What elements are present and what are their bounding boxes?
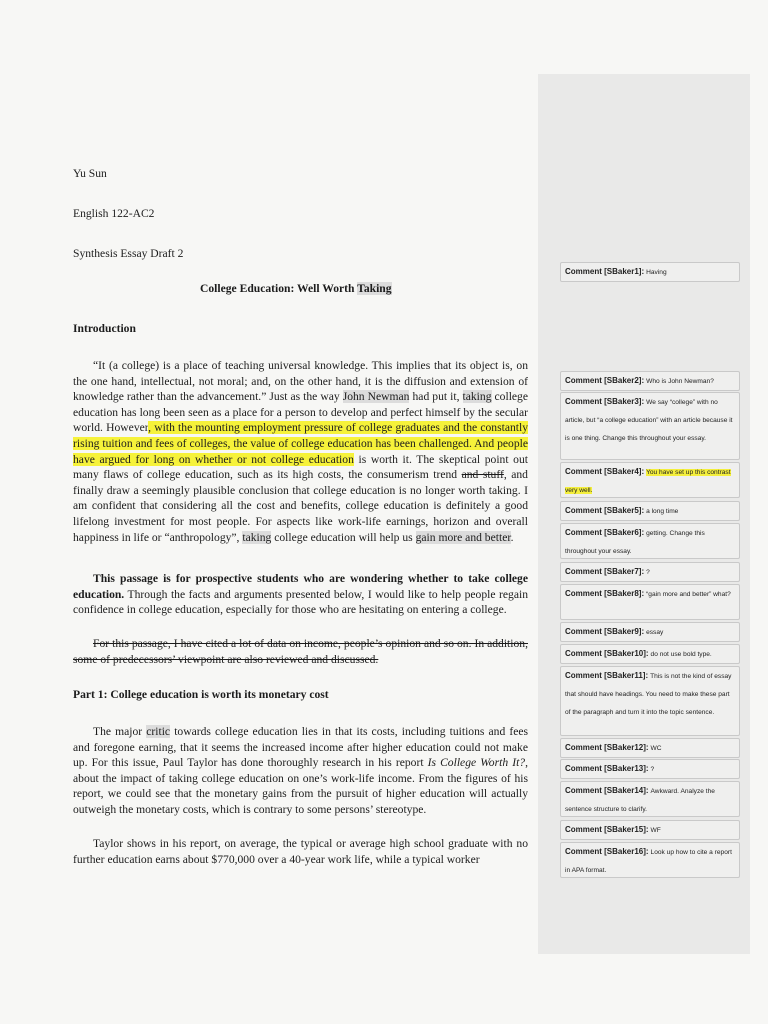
comment-12-text: WC xyxy=(650,745,662,752)
p1-taking-2: taking xyxy=(242,530,272,544)
p1-text-g: . xyxy=(510,530,514,544)
comment-8-author: Comment [SBaker8]: xyxy=(565,589,645,598)
comment-11-author: Comment [SBaker11]: xyxy=(565,671,649,680)
p1-taking-1: taking xyxy=(462,390,492,404)
p1-strike: and stuff xyxy=(461,468,504,482)
comment-13-text: ? xyxy=(650,766,655,773)
course-name: English 122-AC2 xyxy=(73,207,155,220)
cost-paragraph xyxy=(73,724,528,818)
comment-8[interactable] xyxy=(560,584,740,620)
p4-text-b: towards college education lies in that its costs, including tuitions and fees and foregone earning, that it seems the increased income after higher education could not make up. For this issue, Paul Taylor has done thoroughly research in his report xyxy=(73,725,528,770)
comment-6[interactable] xyxy=(560,523,740,559)
comment-6-author: Comment [SBaker6]: xyxy=(565,528,645,537)
p1-newman: John Newman xyxy=(342,390,410,404)
comment-9-text: essay xyxy=(646,629,664,636)
comment-10-author: Comment [SBaker10]: xyxy=(565,649,649,658)
p4-italic-title: Is College Worth It? xyxy=(427,756,526,770)
comment-5-text: a long time xyxy=(646,508,679,515)
comment-8-text: “gain more and better” what? xyxy=(646,591,731,598)
comment-7-text: ? xyxy=(646,569,650,576)
comment-4[interactable] xyxy=(560,462,740,498)
comment-9-author: Comment [SBaker9]: xyxy=(565,627,645,636)
p2-bold: This passage is for prospective students who are wondering whether to take college education. xyxy=(73,572,528,601)
p1-text-d: is worth it. The skeptical point out many flaws of college education, such as its high costs, the consumerism trend xyxy=(73,452,528,482)
comment-10-text: do not use bold type. xyxy=(650,651,712,658)
comment-3-author: Comment [SBaker3]: xyxy=(565,397,645,406)
comment-14-author: Comment [SBaker14]: xyxy=(565,786,649,795)
p2-rest: Through the facts and arguments presented below, I would like to help people regain confidence in college education, especially for those who are hesitating on entering a college. xyxy=(73,587,528,617)
comment-16[interactable] xyxy=(560,842,740,878)
p4-critic: critic xyxy=(146,725,171,738)
comment-11[interactable] xyxy=(560,666,740,736)
comment-9[interactable] xyxy=(560,622,740,642)
comment-1-author: Comment [SBaker1]: xyxy=(565,267,645,276)
purpose-paragraph xyxy=(73,571,528,618)
comment-15-author: Comment [SBaker15]: xyxy=(565,825,649,834)
comment-12[interactable] xyxy=(560,738,740,758)
comment-11-text: This is not the kind of essay that should have headings. You need to make these part of the paragraph and turn it into the topic sentence. xyxy=(565,673,732,716)
comment-6-text: getting. Change this throughout your essay. xyxy=(565,530,705,555)
comment-7-author: Comment [SBaker7]: xyxy=(565,567,645,576)
comment-4-text: You have set up this contrast very well. xyxy=(565,469,731,494)
part1-heading: Part 1: College education is worth its monetary cost xyxy=(73,688,329,701)
p4-text-a: The major xyxy=(93,725,147,738)
author-name: Yu Sun xyxy=(73,167,107,180)
comment-12-author: Comment [SBaker12]: xyxy=(565,743,649,752)
p1-text-f: college education will help us xyxy=(271,530,416,544)
comment-13[interactable] xyxy=(560,759,740,779)
essay-title-main: College Education: Well Worth xyxy=(200,282,358,295)
comment-14-text: Awkward. Analyze the sentence structure to clarify. xyxy=(565,788,715,813)
intro-heading: Introduction xyxy=(73,322,136,335)
comment-15[interactable] xyxy=(560,820,740,840)
taylor-paragraph: Taylor shows in his report, on average, the typical or average high school graduate with no further education earns about $770,000 over a 40-year work life, while a typical worker xyxy=(73,837,528,866)
comment-14[interactable] xyxy=(560,781,740,817)
comment-3[interactable] xyxy=(560,392,740,460)
comment-1[interactable] xyxy=(560,262,740,282)
comment-13-author: Comment [SBaker13]: xyxy=(565,764,649,773)
p1-text-b: had put it, xyxy=(409,390,463,404)
comment-5[interactable] xyxy=(560,501,740,521)
comment-3-text: We say “college” with no article, but “a college education” with an article because it is one thing. Change this throughout your essay. xyxy=(565,399,733,442)
essay-title xyxy=(200,282,392,296)
comment-15-text: WF xyxy=(650,827,661,834)
comment-2-text: Who is John Newman? xyxy=(646,378,714,385)
comment-5-author: Comment [SBaker5]: xyxy=(565,506,645,515)
comment-16-text: Look up how to cite a report in APA format. xyxy=(565,849,732,874)
comment-2-author: Comment [SBaker2]: xyxy=(565,376,645,385)
p1-text-e: , and finally draw a seemingly plausible conclusion that college education is no longer worth taking. I am confident that considering all the cost and benefits, college education is definitely a good lifelong investment for most people. For aspects like work-life earnings, horizon and overall happiness in life or “anthropology”, xyxy=(73,468,528,544)
struck-paragraph: For this passage, I have cited a lot of data on income, people’s opinion and so on. In addition, some of predecessors’ viewpoint are also reviewed and discussed. xyxy=(73,637,528,666)
comment-4-author: Comment [SBaker4]: xyxy=(565,467,645,476)
assignment-title: Synthesis Essay Draft 2 xyxy=(73,247,184,260)
p1-gain: gain more and better xyxy=(415,530,511,544)
essay-title-marked: Taking xyxy=(357,282,392,295)
comment-1-text: Having xyxy=(646,269,667,276)
p4-text-c: , about the impact of taking college education on one’s work-life income. From the figures of his report, we could see that the monetary gains from the pursuit of higher education will actually outweigh the monetary costs, which is contrary to some persons’ stereotype. xyxy=(73,756,528,816)
comment-2[interactable] xyxy=(560,371,740,391)
p1-text-c: college education has long been seen as a place for a person to develop and perfect himself by the secular world. However xyxy=(73,390,529,435)
comment-16-author: Comment [SBaker16]: xyxy=(565,847,649,856)
p1-text-a: “It (a college) is a place of teaching universal knowledge. This implies that its object is, on the one hand, intellectual, not moral; and, on the other hand, it is the diffusion and extension of knowledge rather than the advancement.” Just as the way xyxy=(73,359,528,404)
comment-10[interactable] xyxy=(560,644,740,664)
comment-7[interactable] xyxy=(560,562,740,582)
p1-highlight: , with the mounting employment pressure of college graduates and the constantly rising tuition and fees of colleges, the value of college education has been challenged. And people have argued for long on whether or not college education xyxy=(73,421,529,466)
intro-paragraph xyxy=(73,358,528,545)
